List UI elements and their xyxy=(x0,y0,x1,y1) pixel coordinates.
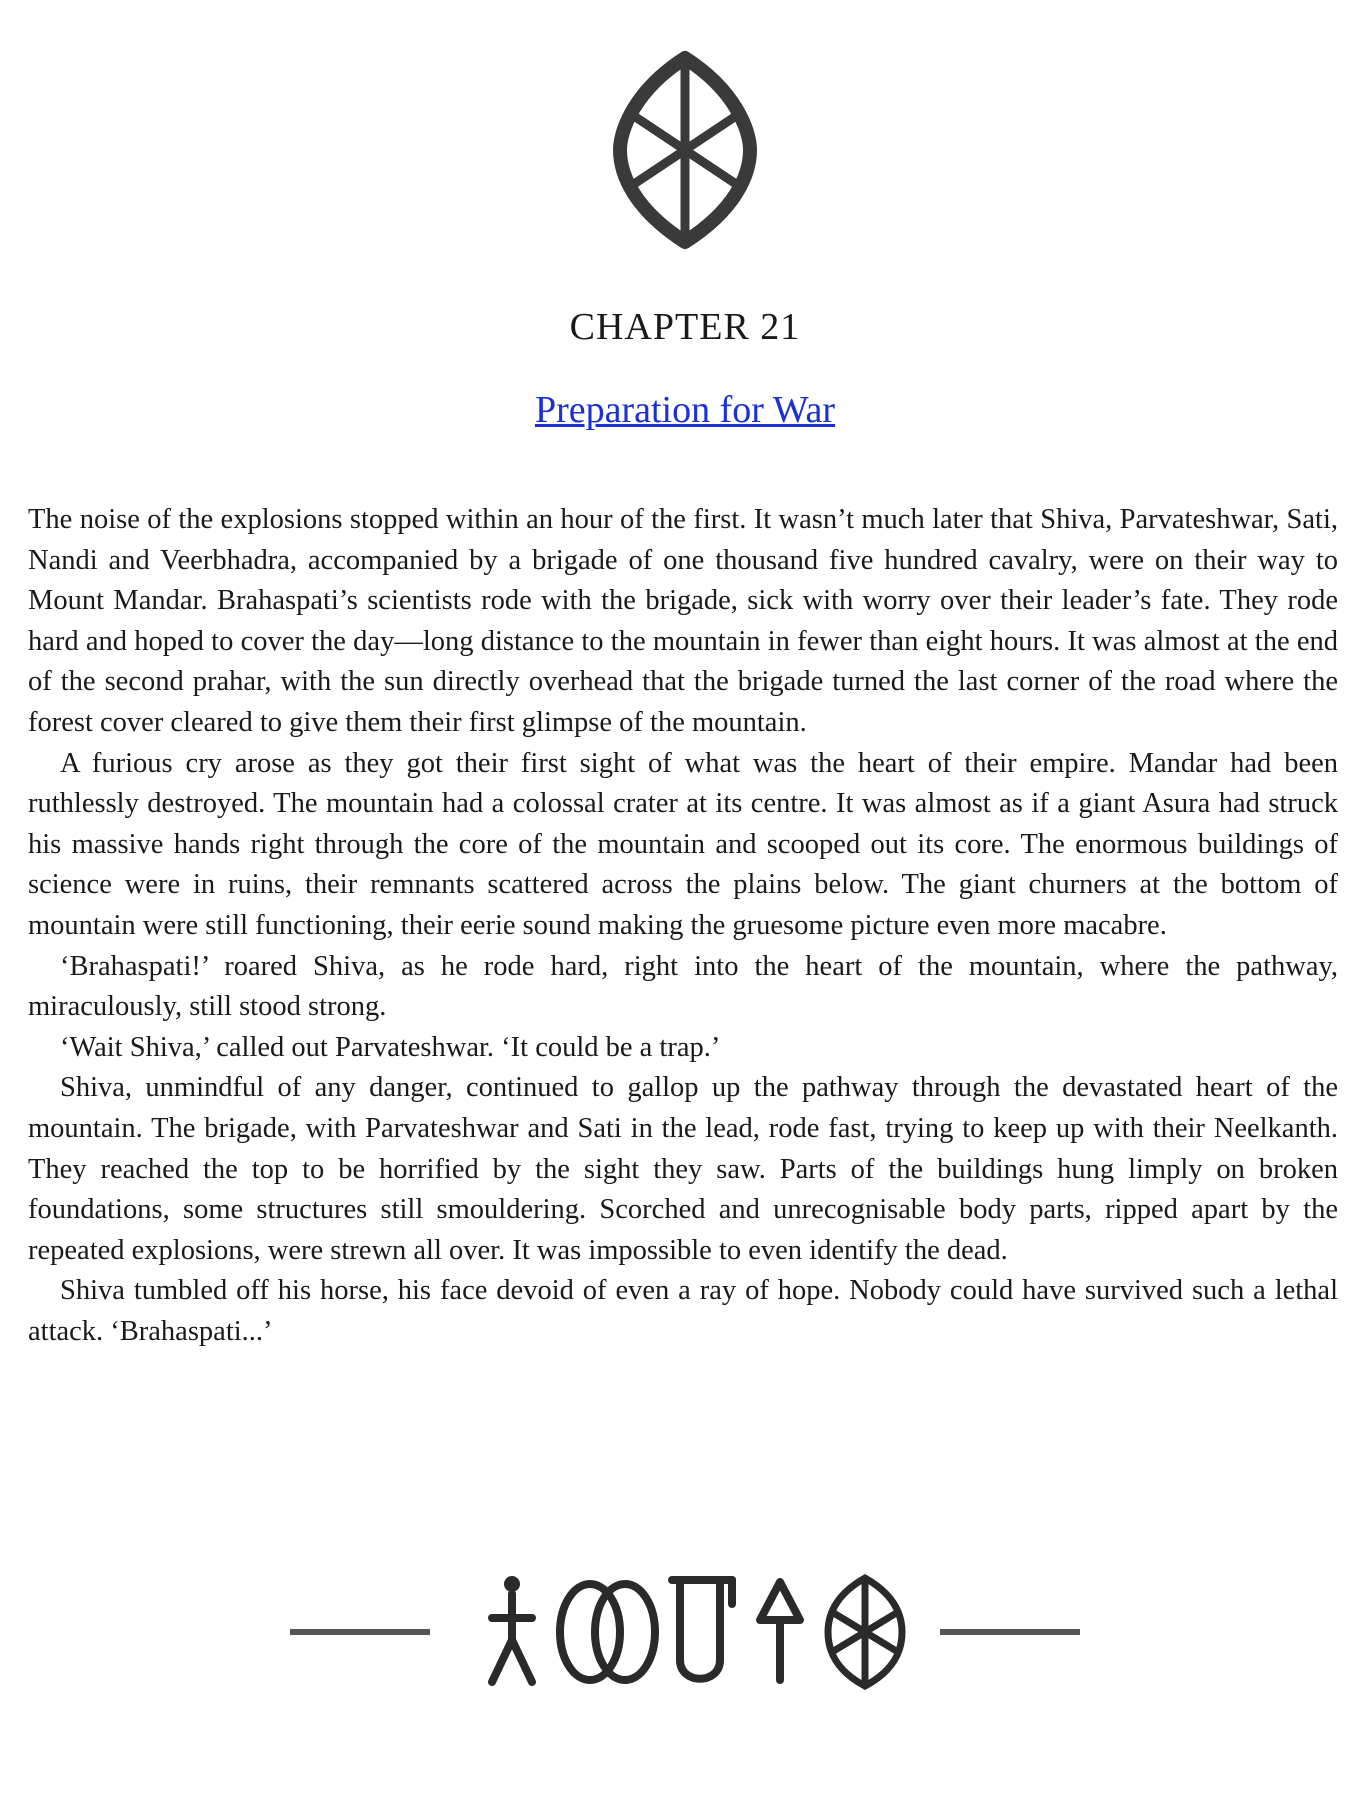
paragraph: Shiva, unmindful of any danger, continued to gallop up the pathway through the devastated heart of the mountain. The brigade, with Parvateshwar and Sati in the lead, rode fast, trying to keep up with their Neelkanth. They reached the top to be horrified by the sight they saw. Parts of the buildings hung limply on broken foundations, some structures still smouldering. Scorched and unrecognisable body parts, ripped apart by the repeated explosions, were strewn all over. It was impossible to even identify the dead. xyxy=(28,1072,1338,1266)
section-break-ornament-icon xyxy=(280,1560,1090,1690)
paragraph: ‘Wait Shiva,’ called out Parvateshwar. ‘It could be a trap.’ xyxy=(60,1031,721,1063)
chapter-body xyxy=(28,500,1338,1352)
paragraph: ‘Brahaspati!’ roared Shiva, as he rode hard, right into the heart of the mountain, where the pathway, miraculously, still stood strong. xyxy=(28,950,1338,1023)
chapter-title-link[interactable]: Preparation for War xyxy=(534,389,836,431)
paragraph: Shiva tumbled off his horse, his face devoid of even a ray of hope. Nobody could have survived such a lethal attack. ‘Brahaspati...’ xyxy=(28,1275,1338,1347)
paragraph: A furious cry arose as they got their first sight of what was the heart of their empire. Mandar had been ruthlessly destroyed. The mountain had a colossal crater at its centre. It was almost as if a giant Asura had struck his massive hands right through the core of the mountain and scooped out its core. The enormous buildings of science were in ruins, their remnants scattered across the plains below. The giant churners at the bottom of mountain were still functioning, their eerie sound making the gruesome picture even more macabre. xyxy=(28,747,1338,941)
paragraph: The noise of the explosions stopped within an hour of the first. It wasn’t much later that Shiva, Parvateshwar, Sati, Nandi and Veerbhadra, accompanied by a brigade of one thousand five hundred cavalry, were on their way to Mount Mandar. Brahaspati’s scientists rode with the brigade, sick with worry over their leader’s fate. They rode hard and hoped to cover the day—long distance to the mountain in fewer than eight hours. It was almost at the end of the second prahar, with the sun directly overhead that the brigade turned the last corner of the road where the forest cover cleared to give them their first glimpse of the mountain. xyxy=(28,504,1338,738)
chapter-number: CHAPTER 21 xyxy=(569,306,801,348)
wheel-emblem-icon xyxy=(610,50,760,250)
chapter-title xyxy=(0,388,1370,432)
